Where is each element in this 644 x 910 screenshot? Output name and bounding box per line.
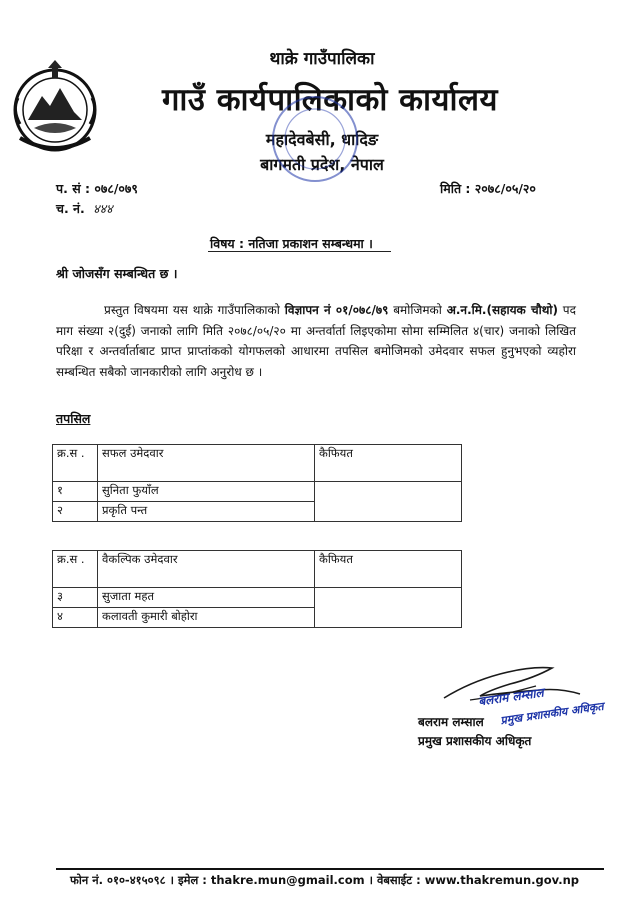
serial-cell: ४ xyxy=(53,608,98,628)
details-heading: तपसिल xyxy=(56,411,91,426)
alternate-candidates-table xyxy=(52,550,462,628)
table-row xyxy=(53,588,462,608)
signature-stamp-title: प्रमुख प्रशासकीय अधिकृत xyxy=(499,699,605,728)
position-name: अ.न.मि.(सहायक चौथो) xyxy=(446,303,558,317)
successful-candidates-table xyxy=(52,444,462,522)
body-text-2: बमोजिमको xyxy=(388,303,447,317)
office-name: गाउँ कार्यपालिकाको कार्यालय xyxy=(161,82,499,118)
salutation: श्री जोजसँग सम्बन्धित छ । xyxy=(56,266,178,281)
advertisement-number: विज्ञापन नं ०१/०७८/७९ xyxy=(284,303,389,317)
signatory-name: बलराम लम्साल xyxy=(418,715,484,729)
body-text-3: पद माग संख्या २(दुई) जनाको लागि मिति २०७८/०५/२० मा अन्तर्वार्ता लिइएकोमा सोमा सम्मिलित ४(चार) जनाको लिखित परिक्षा र अन्तर्वार्ताबाट प्राप्त प्राप्तांकको योगफलको आधारमा तपसिल बमोजिमको उमेदवार सफल हुनुभएको व्यहोरा सम्बन्धित सबैको जानकारीको लागि अनुरोध छ । xyxy=(56,303,576,379)
office-seal-stamp xyxy=(268,92,362,186)
candidate-header: सफल उमेदवार xyxy=(98,445,315,482)
signature-stamp-name: बलराम लम्साल xyxy=(477,685,545,709)
table-header-row xyxy=(53,551,462,588)
remarks-header: कैफियत xyxy=(315,445,462,482)
table-row xyxy=(53,482,462,502)
dispatch-number xyxy=(56,200,113,217)
candidate-name-cell: सुजाता महत xyxy=(98,588,315,608)
candidate-name-cell: सुनिता फुयाँल xyxy=(98,482,315,502)
letter-subject: विषय : नतिजा प्रकाशन सम्बन्धमा । xyxy=(210,236,373,251)
serial-header: क्र.स . xyxy=(53,445,98,482)
office-location: महादेवबेसी, धादिङ xyxy=(265,130,379,149)
footer-contact: फोन नं. ०१०-४१५०९८ । इमेल : thakre.mun@gmail.com । वेबसाईट : www.thakremun.gov.np xyxy=(70,873,579,887)
serial-cell: ३ xyxy=(53,588,98,608)
candidate-name-cell: कलावती कुमारी बोहोरा xyxy=(98,608,315,628)
remarks-header: कैफियत xyxy=(315,551,462,588)
office-province: बागमती प्रदेश, नेपाल xyxy=(260,155,384,174)
serial-cell: २ xyxy=(53,502,98,522)
letter-body xyxy=(56,300,576,382)
subject-underline xyxy=(208,251,391,252)
candidate-header: वैकल्पिक उमेदवार xyxy=(98,551,315,588)
municipality-name: थाक्रे गाउँपालिका xyxy=(269,49,375,69)
table-header-row xyxy=(53,445,462,482)
dispatch-label: च. नं. xyxy=(56,201,85,216)
letter-date: मिति : २०७८/०५/२० xyxy=(440,181,536,196)
serial-cell: १ xyxy=(53,482,98,502)
body-text-1: प्रस्तुत विषयमा यस थाक्रे गाउँपालिकाको xyxy=(104,303,285,317)
dispatch-handwritten-number: ४४४ xyxy=(93,201,113,216)
remarks-cell xyxy=(315,482,462,522)
signatory-title: प्रमुख प्रशासकीय अधिकृत xyxy=(418,734,532,748)
footer-divider xyxy=(56,868,604,870)
letter-reference-number: प. सं : ०७८/०७९ xyxy=(56,181,138,196)
remarks-cell xyxy=(315,588,462,628)
candidate-name-cell: प्रकृति पन्त xyxy=(98,502,315,522)
serial-header: क्र.स . xyxy=(53,551,98,588)
